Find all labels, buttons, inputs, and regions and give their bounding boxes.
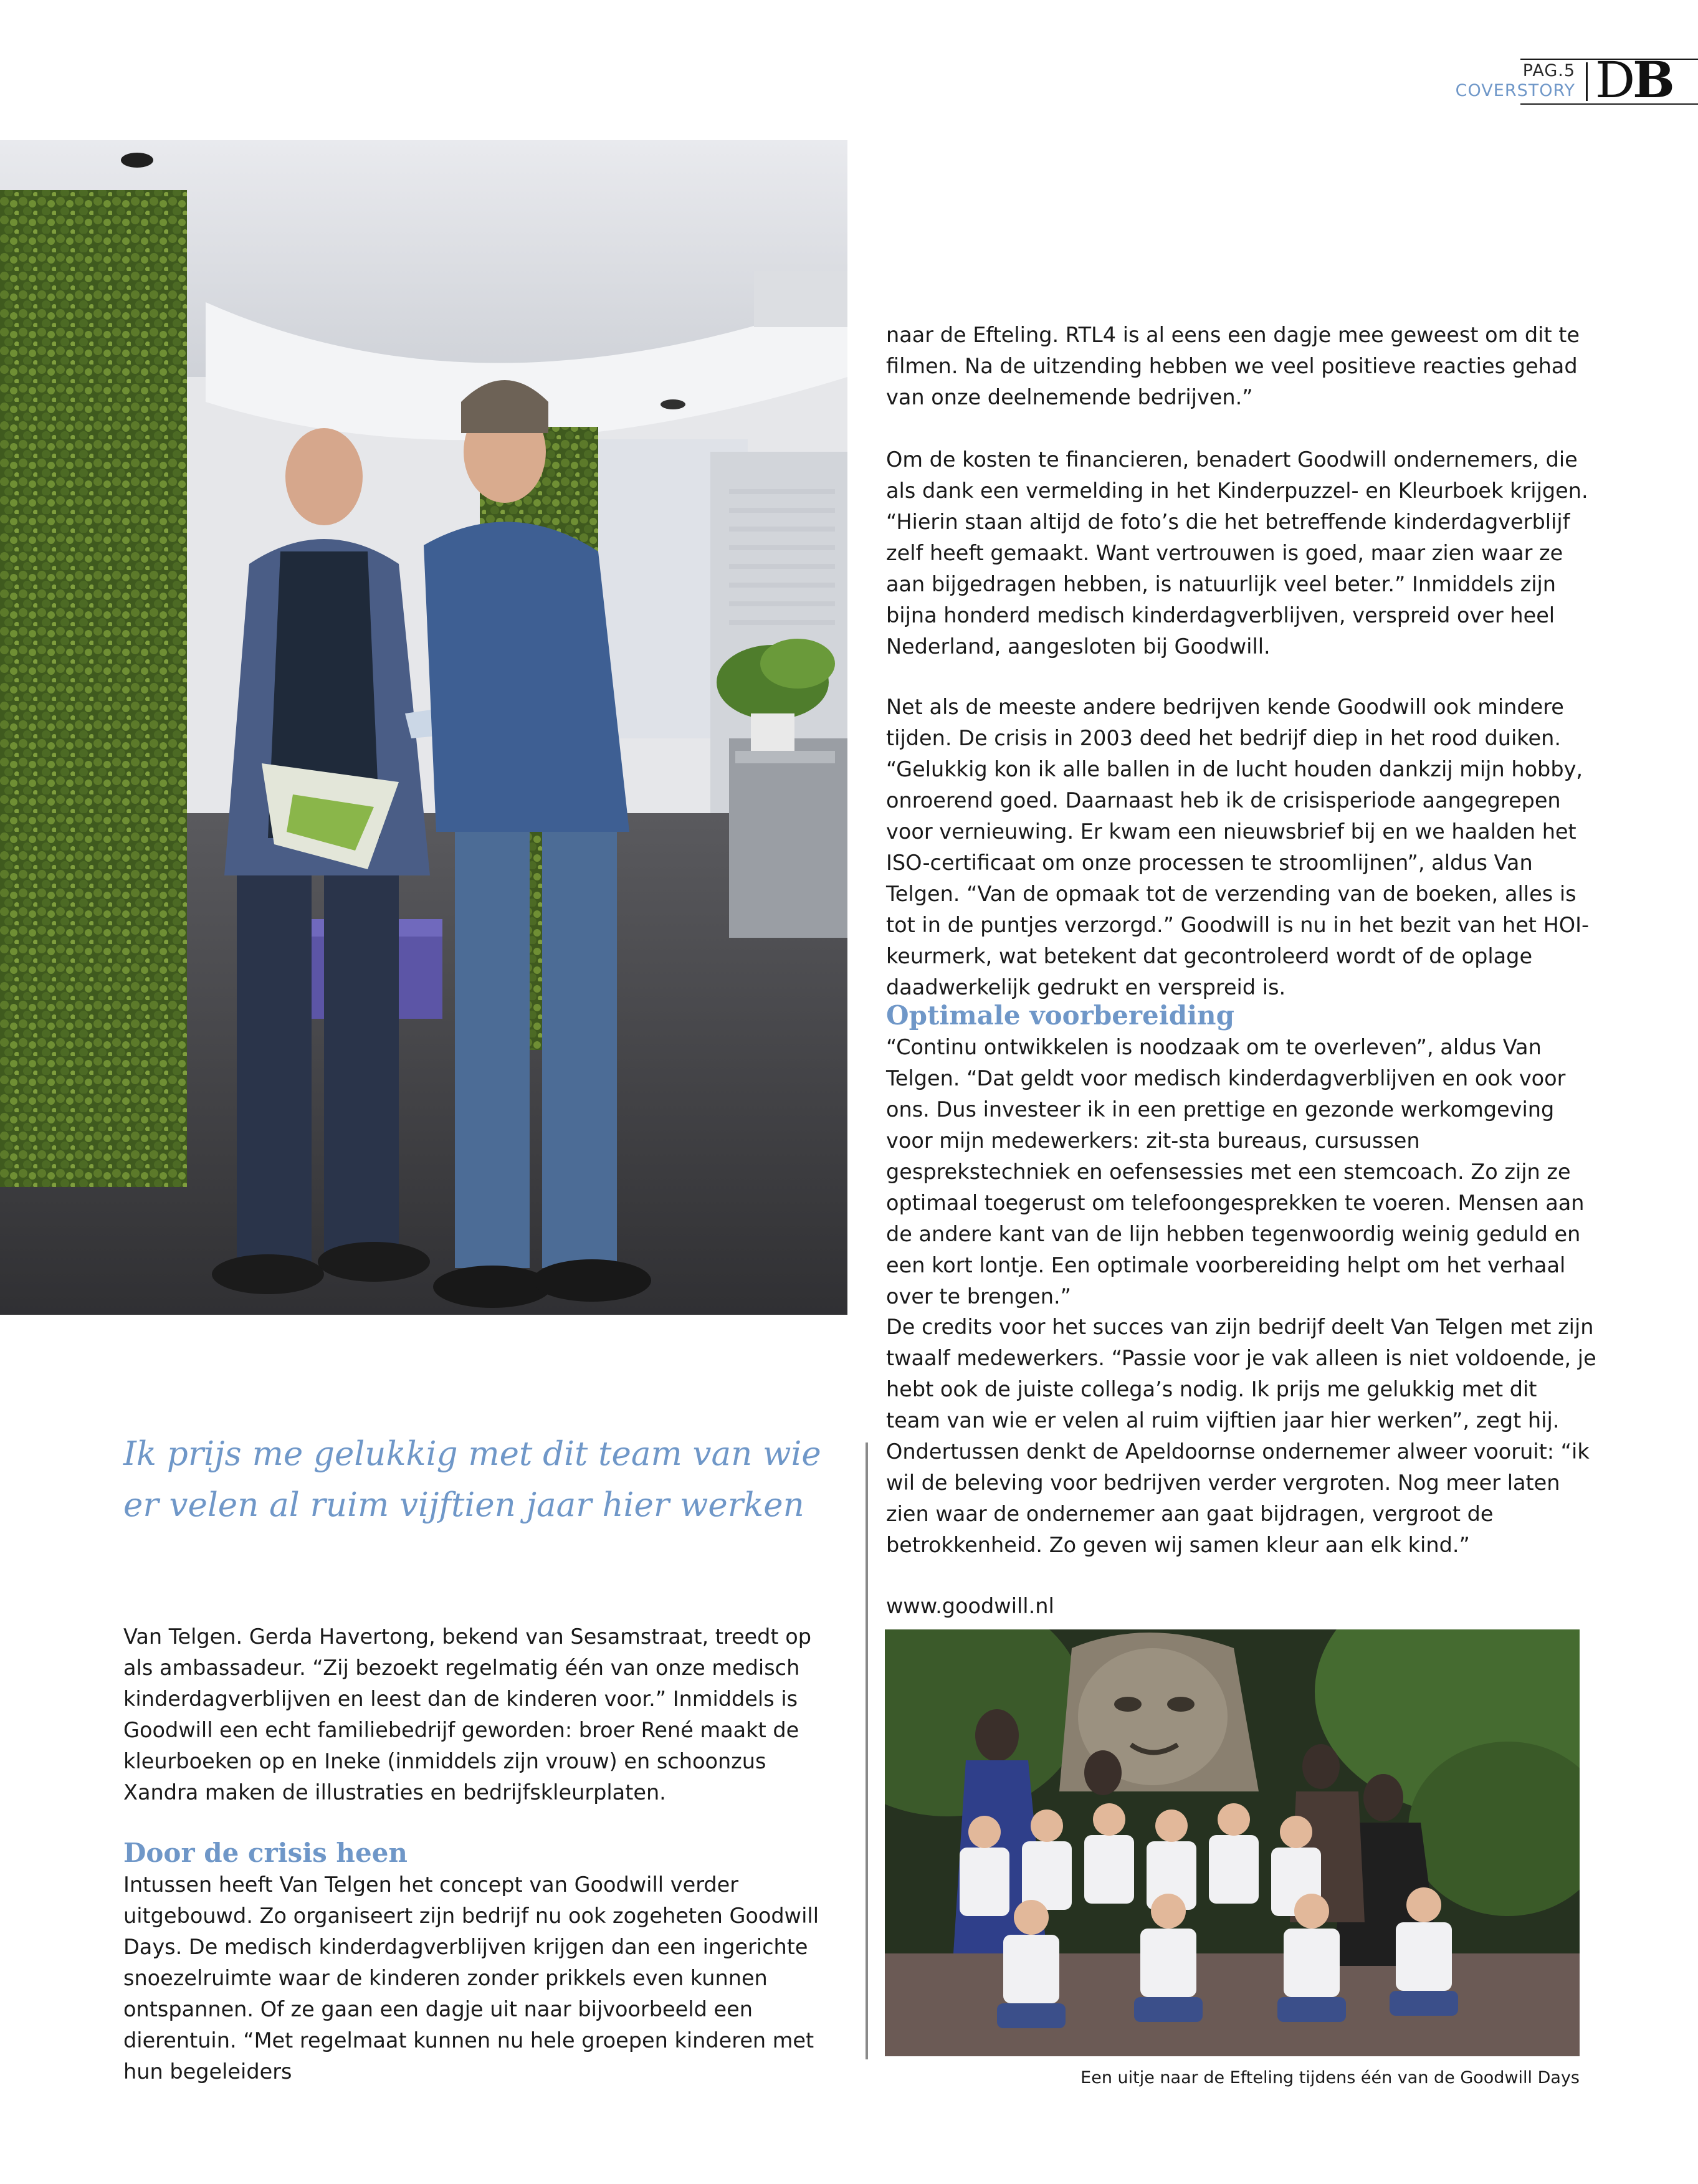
section-label: COVERSTORY xyxy=(1455,81,1575,100)
subheading-door-de-crisis-heen: Door de crisis heen xyxy=(123,1838,408,1868)
subheading-optimale-voorbereiding: Optimale voorbereiding xyxy=(886,1000,1234,1031)
article-text-left-p2: Intussen heeft Van Telgen het concept van Goodwill verder uitgebouwd. Zo organiseert zijn bedrijf nu ook zogeheten Goodwill Days. De medisch kinderdagverblijven krijgen dan een ingerichte snoezelruimte waar de kinderen zonder prikkels even kunnen ontspannen. Of ze gaan een dagje uit naar bijvoorbeeld een dierentuin. “Met regelmaat kunnen nu hele groepen kinderen met hun begeleiders xyxy=(123,1872,819,2084)
article-text-right-p5: De credits voor het succes van zijn bedrijf deelt Van Telgen met zijn twaalf medewerkers. “Passie voor je vak alleen is niet voldoende, je hebt ook de juiste collega’s nodig. Ik prijs me gelukkig met dit team van wie er velen al ruim vijftien jaar hier werken”, zegt hij. Ondertussen denkt de Apeldoornse ondernemer alweer vooruit: “ik wil de beleving voor bedrijven verder vergroten. Nog meer laten zien waar de ondernemer aan gaat bijdragen, vergroot de betrokkenheid. Zo geven wij samen kleur aan elk kind.” xyxy=(886,1315,1596,1557)
photo-caption: Een uitje naar de Efteling tijdens één van de Goodwill Days xyxy=(1080,2068,1580,2087)
magazine-logo: DB xyxy=(1595,50,1672,109)
article-text-right-p1: naar de Efteling. RTL4 is al eens een dagje mee geweest om dit te filmen. Na de uitzending hebben we veel positieve reacties gehad van onze deelnemende bedrijven.” xyxy=(886,323,1580,409)
article-text-right-p3: Net als de meeste andere bedrijven kende Goodwill ook mindere tijden. De crisis in 2003 deed het bedrijf diep in het rood duiken. “Gelukkig kon ik alle ballen in de lucht houden dankzij mijn hobby, onroerend goed. Daarnaast heb ik de crisisperiode aangegrepen voor vernieuwing. Er kwam een nieuwsbrief bij en we haalden het ISO-certificaat om onze processen te stroomlijnen”, aldus Van Telgen. “Van de opmaak tot de verzending van de boeken, alles is tot in de puntjes verzorgd.” Goodwill is nu in het bezit van het HOI-keurmerk, wat betekent dat gecontroleerd wordt of de oplage daadwerkelijk gedrukt en verspreid is. xyxy=(886,695,1590,999)
article-text-left-p1: Van Telgen. Gerda Havertong, bekend van Sesamstraat, treedt op als ambassadeur. “Zij bezoekt regelmatig één van onze medisch kinderdagverblijven en leest dan de kinderen voor.” Inmiddels is Goodwill een echt familiebedrijf geworden: broer René maakt de kleurboeken op en Ineke (inmiddels zijn vrouw) en schoonzus Xandra maken de illustraties en bedrijfskleurplaten. xyxy=(123,1624,811,1805)
column-divider xyxy=(866,1442,868,2059)
page-number: PAG.5 xyxy=(1522,61,1575,80)
article-text-right-p2: Om de kosten te financieren, benadert Goodwill ondernemers, die als dank een vermelding in het Kinderpuzzel- en Kleurboek krijgen. “Hierin staan altijd de foto’s die het betreffende kinderdagverblijf zelf heeft gemaakt. Want vertrouwen is goed, maar zien waar ze aan bijgedragen hebben, is natuurlijk veel beter.” Inmiddels zijn bijna honderd medisch kinderdagverblijven, verspreid over heel Nederland, aangesloten bij Goodwill. xyxy=(886,447,1588,659)
header-rule-vertical xyxy=(1586,62,1588,101)
pull-quote: Ik prijs me gelukkig met dit team van wie er velen al ruim vijftien jaar hier werken xyxy=(123,1435,821,1524)
article-text-right-p4: “Continu ontwikkelen is noodzaak om te overleven”, aldus Van Telgen. “Dat geldt voor medisch kinderdagverblijven en ook voor ons. Dus investeer ik in een prettige en gezonde werkomgeving voor mijn medewerkers: zit-sta bureaus, cursussen gesprekstechniek en oefensessies met een stemcoach. Zo zijn ze optimaal toegerust om telefoongesprekken te voeren. Mensen aan de andere kant van de lijn hebben tegenwoordig weinig geduld en een kort lontje. Een optimale voorbereiding helpt om het verhaal over te brengen.” xyxy=(886,1035,1585,1309)
website-url: www.goodwill.nl xyxy=(886,1594,1054,1618)
group-photo xyxy=(885,1629,1580,2056)
main-photo xyxy=(0,140,847,1315)
